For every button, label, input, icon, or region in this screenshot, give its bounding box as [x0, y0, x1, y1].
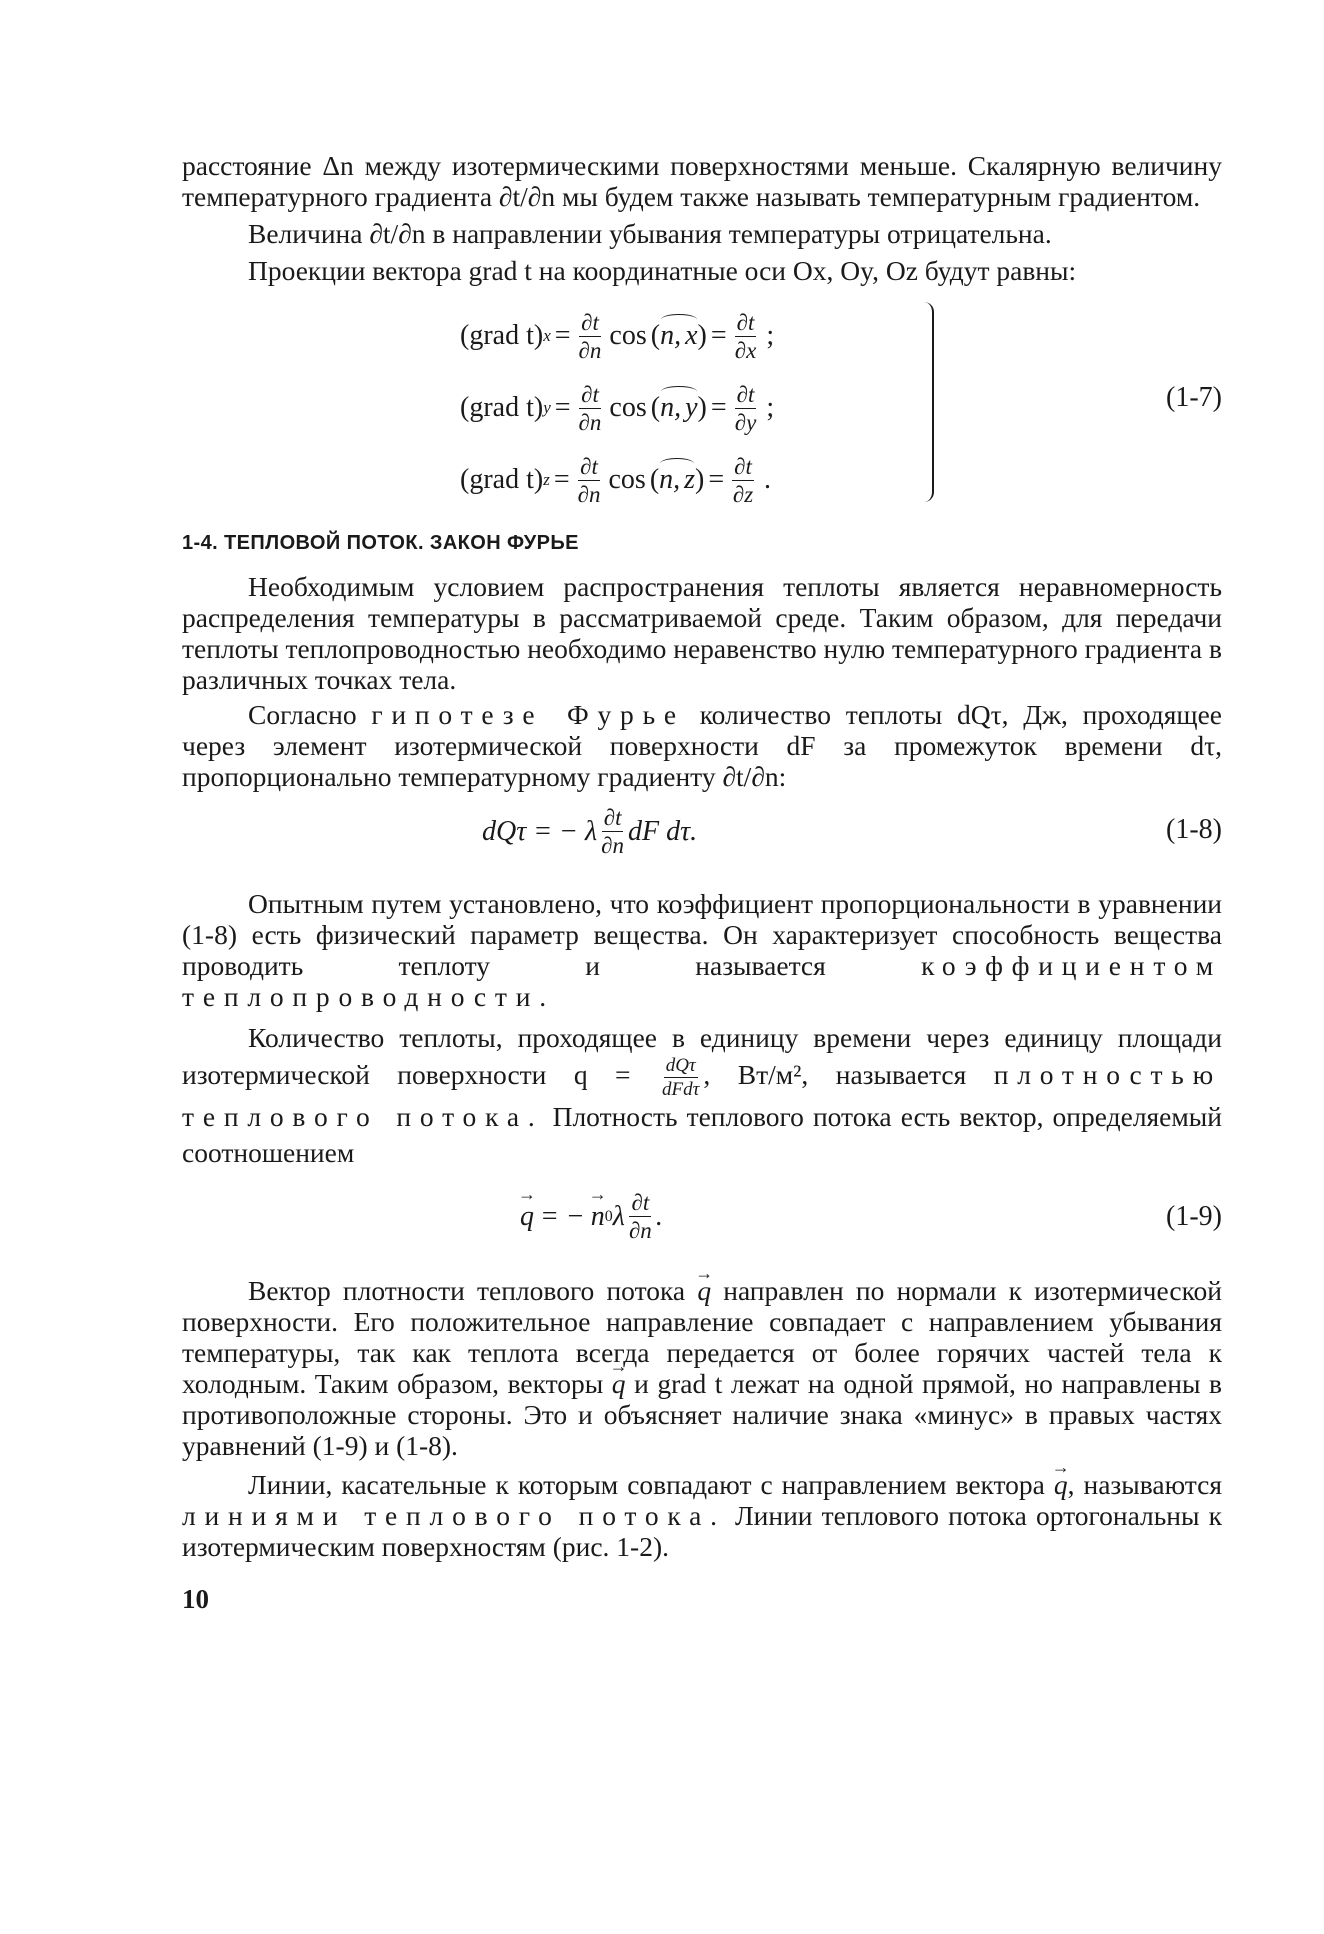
equation-number-1-8: (1-8) [1166, 814, 1222, 845]
eq18-rhs: dF dτ. [628, 815, 698, 847]
equation-1-7-lines [460, 300, 774, 516]
text-fragment: Плотность теплового потока есть вектор, определяемый соотношением [182, 1101, 1222, 1168]
eq17-subscript: z [543, 470, 550, 489]
eq17-lhs: (grad t) [460, 464, 544, 495]
eq17-rparen: ) [695, 464, 705, 495]
eq17-n: n [659, 464, 674, 495]
eq17-fraction-partial [732, 455, 754, 506]
equation-number-1-7: (1-7) [1166, 382, 1222, 413]
paragraph-flux-lines [182, 1469, 1222, 1562]
equation-1-7-line [460, 444, 774, 516]
vector-q-inline: → q [697, 1275, 711, 1306]
eq17-lhs: (grad t) [460, 392, 544, 423]
flux-denominator: dFdτ [662, 1079, 700, 1100]
eq17-numerator: ∂t [581, 309, 599, 335]
vector-n0: → n [591, 1201, 605, 1233]
eq17-numerator: ∂t [736, 381, 755, 407]
eq17-lparen: ( [650, 392, 661, 423]
eq17-equals: = [554, 392, 571, 423]
eq17-cos: cos [608, 464, 646, 495]
text-fragment: Линии теплового потока ортогональны к изотермическим поверхностям (рис. 1-2). [182, 1500, 1222, 1562]
eq17-terminator: ; [766, 320, 775, 351]
eq17-equals: = [710, 320, 727, 351]
eq18-denominator: ∂n [601, 833, 625, 858]
eq17-axis: y [685, 392, 698, 423]
eq17-subscript: x [543, 326, 551, 345]
eq17-fraction-partial [735, 383, 757, 434]
eq17-lhs: (grad t) [460, 320, 544, 351]
section-heading: 1-4. ТЕПЛОВОЙ ПОТОК. ЗАКОН ФУРЬЕ [182, 532, 579, 554]
eq19-lambda: λ [612, 1200, 625, 1232]
text-fragment: Количество теплоты, проходящее в единицу времени через единицу площади изотермической поверхности q = [182, 1022, 1222, 1090]
eq17-numerator: ∂t [581, 381, 599, 407]
paragraph-projections: Проекции вектора grad t на координатные оси Ox, Oy, Oz будут равны: [248, 255, 1077, 286]
text-fragment: направлен по нормали к изотермической поверхности. Его положительное направление совпадает с направлением убывания температуры, так как теплота всегда передается от более горячих частей тела к холодным. Таким образом, векторы [182, 1275, 1223, 1399]
eq17-denominator: ∂y [734, 409, 757, 435]
paragraph-fourier-hypothesis [182, 699, 1222, 792]
eq17-angle [659, 464, 695, 496]
paragraph-heat-flux-density [182, 1020, 1222, 1171]
eq19-period: . [655, 1200, 663, 1232]
term-heat-flux-density: плотностью теплового потока. [182, 1058, 1222, 1132]
flux-fraction [662, 1056, 699, 1099]
eq17-lparen: ( [649, 464, 660, 495]
eq17-cos: cos [609, 392, 647, 423]
eq17-angle [660, 392, 697, 424]
eq17-lparen: ( [650, 320, 661, 351]
eq17-fraction-dt-dn [579, 383, 602, 434]
page-number: 10 [182, 1584, 209, 1614]
vector-q-inline-2: → q [612, 1368, 626, 1399]
eq17-denominator: ∂n [578, 337, 602, 363]
eq19-fraction [629, 1191, 652, 1242]
eq19-denominator: ∂n [628, 1218, 652, 1243]
eq18-numerator: ∂t [603, 805, 622, 830]
eq17-denominator: ∂n [578, 409, 602, 435]
term-flux-lines: линиями теплового потока. [182, 1500, 726, 1531]
paragraph-flux-vector-direction [182, 1275, 1222, 1461]
eq17-equals: = [553, 464, 570, 495]
eq17-rparen: ) [697, 320, 707, 351]
text-fragment: Согласно [248, 699, 357, 730]
eq17-equals: = [710, 392, 727, 423]
eq18-fraction [601, 806, 624, 857]
eq17-subscript: y [543, 398, 551, 417]
equation-1-7-line [460, 300, 774, 372]
eq17-cos: cos [609, 320, 647, 351]
text-fragment: Вектор плотности теплового потока [248, 1275, 686, 1306]
text-fragment: и grad t лежат на одной прямой, но направлены в противоположные стороны. Это и объясняет наличие знака «минус» в правых частях уравнений (1-9) и (1-8). [182, 1368, 1222, 1461]
eq17-rparen: ) [697, 392, 707, 423]
eq17-terminator: . [763, 464, 771, 495]
equation-number-1-9: (1-9) [1166, 1201, 1222, 1232]
equation-1-9 [182, 1177, 1222, 1261]
eq17-fraction-partial [735, 311, 757, 362]
paragraph-negative-gradient: Величина ∂t/∂n в направлении убывания температуры отрицательна. [248, 218, 1052, 249]
eq17-denominator: ∂z [732, 481, 754, 507]
paragraph-isotherm-distance: расстояние Δn между изотермическими поверхностями меньше. Скалярную величину температурного градиента ∂t/∂n мы будем также называть температурным градиентом. [182, 150, 1222, 212]
term-fourier-hypothesis: гипотезе Фурье [371, 699, 685, 730]
eq17-denominator: ∂x [734, 337, 757, 363]
eq17-angle [660, 320, 697, 352]
text-fragment: Линии, касательные к которым совпадают с направлением вектора [248, 1469, 1045, 1500]
equation-1-8 [182, 794, 1222, 878]
eq17-axis: z [684, 464, 696, 495]
term-thermal-conductivity: коэффициентом теплопроводности. [182, 950, 1223, 1012]
eq17-axis: x [685, 320, 698, 351]
eq17-terminator: ; [766, 392, 775, 423]
eq17-comma: , [674, 392, 682, 423]
eq17-numerator: ∂t [734, 453, 752, 479]
eq17-equals: = [708, 464, 725, 495]
eq19-subscript: 0 [604, 1207, 613, 1225]
eq17-n: n [660, 392, 675, 423]
paragraph-necessary-condition: Необходимым условием распространения теплоты является неравномерность распределения температуры в рассматриваемой среде. Таким образом, для передачи теплоты теплопроводностью необходимо неравенство нулю температурного градиента в различных точках тела. [182, 571, 1222, 695]
equation-1-9-body [520, 1191, 663, 1242]
eq17-equals: = [554, 320, 571, 351]
text-fragment: Опытным путем установлено, что коэффициент пропорциональности в уравнении (1-8) есть физический параметр вещества. Он характеризует способность вещества проводить теплоту и называется [182, 888, 1222, 981]
eq19-numerator: ∂t [631, 1190, 650, 1215]
text-fragment: , Вт/м², называется [703, 1058, 967, 1090]
text-fragment: , называются [1067, 1469, 1222, 1500]
vector-q: → q [520, 1201, 534, 1233]
eq17-comma: , [674, 320, 682, 351]
page-body [182, 150, 1222, 1615]
equation-1-8-body [482, 806, 697, 857]
equation-brace [920, 302, 934, 502]
vector-q-lines: → q [1054, 1469, 1068, 1500]
paragraph-conductivity-coefficient [182, 888, 1222, 1012]
eq17-numerator: ∂t [736, 309, 755, 335]
eq17-fraction-dt-dn [578, 455, 601, 506]
equation-1-7 [182, 294, 1222, 516]
eq17-comma: , [673, 464, 681, 495]
eq19-minus: = − [540, 1200, 585, 1232]
eq18-lhs: dQτ = − λ [482, 815, 598, 847]
text-fragment: количество теплоты dQτ, Дж, проходящее через элемент изотермической поверхности dF за промежуток времени dτ, пропорционально температурному градиенту ∂t/∂n: [182, 699, 1223, 792]
eq17-n: n [660, 320, 675, 351]
eq17-numerator: ∂t [580, 453, 598, 479]
flux-numerator: dQτ [665, 1055, 696, 1076]
eq17-fraction-dt-dn [579, 311, 602, 362]
equation-1-7-line [460, 372, 774, 444]
eq17-denominator: ∂n [577, 481, 601, 507]
